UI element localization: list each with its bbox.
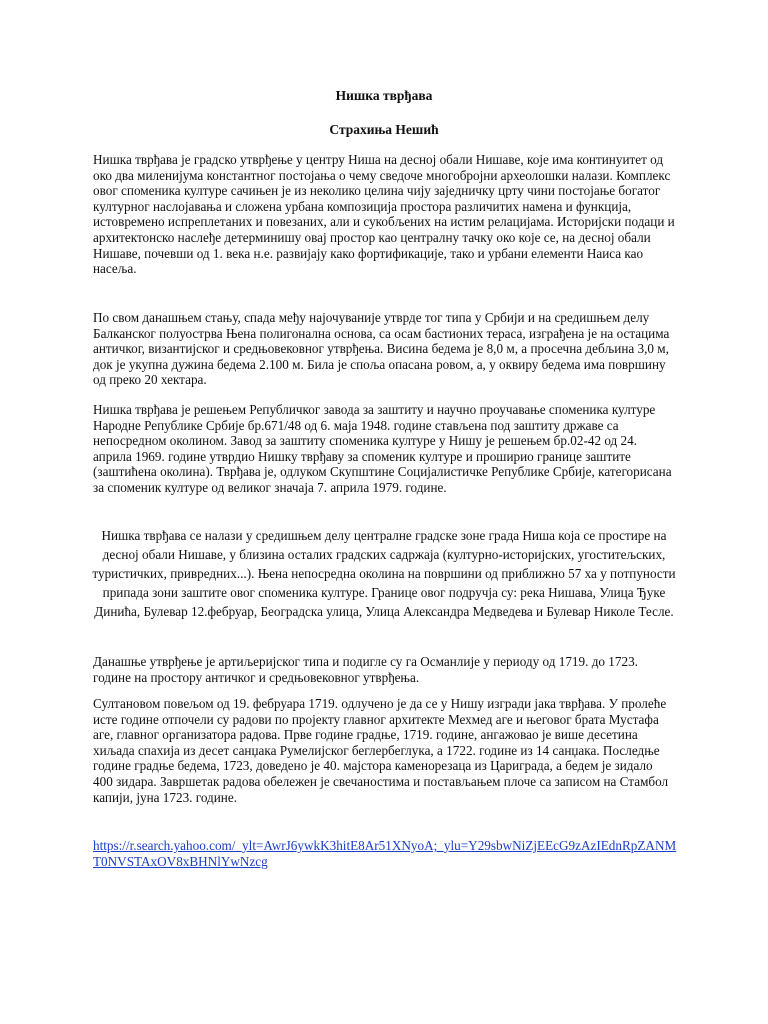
paragraph-protection: Нишка тврђава је решењем Републичког завода за заштиту и научно проучавање споменика културе Народне Републике Србије бр.671/48 од 6. маја 1948. године стављена под заштиту државе са непосредном околином. Завод за заштиту споменика културе у Нишу је решењем бр.02-42 од 24. априла 1969. године утврдио Нишку тврђаву за споменик културе и проширио границе заштите (заштићена околина). Тврђава је, одлуком Скупштине Социјалистичке Републике Србије, категорисана за споменик културе од великог значаја 7. априла 1979. године. bbox=[93, 402, 672, 495]
page-title: Нишка тврђава bbox=[335, 88, 433, 103]
paragraph-ottoman: Данашње утврђење је артиљеријског типа и подигле су га Османлије у периоду од 1719. до 1723. године на простору античког и средњовековног утврђења. bbox=[93, 654, 638, 685]
paragraph-location: Нишка тврђава се налази у средишњем делу централне градске зоне града Ниша која се простире на десној обали Нишаве, у близина осталих градских садржаја (културно-историјских, угоститељских, туристичких, привредних...). Њена непосредна околина на површини од приближно 57 ха у потпуности припада зони заштите овог споменика културе. Границе овог подручја су: река Нишава, Улица Ђуке Динића, Булевар 12.фебруар, Београдска улица, Улица Александра Медведева и Булевар Николе Тесле. bbox=[92, 528, 676, 619]
author-name: Страхиња Нешић bbox=[329, 122, 439, 137]
source-link[interactable]: https://r.search.yahoo.com/_ylt=AwrJ6ywkK3hitE8Ar51XNyoA;_ylu=Y29sbwNiZjEEcG9zAzIEdnRpZANMT0NVSTAxOV8xBHNlYwNzcg bbox=[93, 838, 677, 869]
paragraph-construction: Султановом повељом од 19. фебруара 1719. одлучено је да се у Нишу изгради јака тврђава. У пролеће исте године отпочели су радови по пројекту главног архитекте Мехмед аге и његовог брата Мустафа аге, главног организатора радова. Прве године градње, 1719. године, ангажовао је више десетина хиљада спахија из десет санџака Румелијског беглербеглука, а 1722. године из 14 санџака. Последње године градње бедема, 1723, доведено је 40. мајстора каменорезаца из Цариграда, а бедем је зидало 400 зидара. Завршетак радова обележен је свечаностима и постављањем плоче са записом на Стамбол капији, јуна 1723. године. bbox=[93, 696, 669, 805]
paragraph-intro: Нишка тврђава је градско утврђење у центру Ниша на десној обали Нишаве, које има континуитет од око два миленијума константног постојања о чему сведоче многобројни археолошки налази. Комплекс овог споменика културе сачињен је из неколико целина чију заједничку црту чини постојање богатог културног наслојавања и сложена урбана композиција простора различитих намена и функција, истовремено испреплетаних и повезаних, али и сукобљених на истим релацијама. Историјски подаци и архитектонско наслеђе детерминишу овај простор као централну тачку око које се, на десној обали Нишаве, почевши од 1. века н.е. развијају како фортификације, тако и урбани елементи Наиса као насеља. bbox=[93, 152, 675, 277]
paragraph-condition: По свом данашњем стању, спада међу најочуваније утврде тог типа у Србији и на средишњем делу Балканског полуострва Њена полигонална основа, са осам бастионих тераса, изграђена је на остацима античког, византијског и средњовековног утврђења. Висина бедема је 8,0 м, а просечна дебљина 3,0 м, док је укупна дужина бедема 2.100 м. Била је споља опасана ровом, а, у оквиру бедема има површину од преко 20 хектара. bbox=[93, 310, 670, 388]
